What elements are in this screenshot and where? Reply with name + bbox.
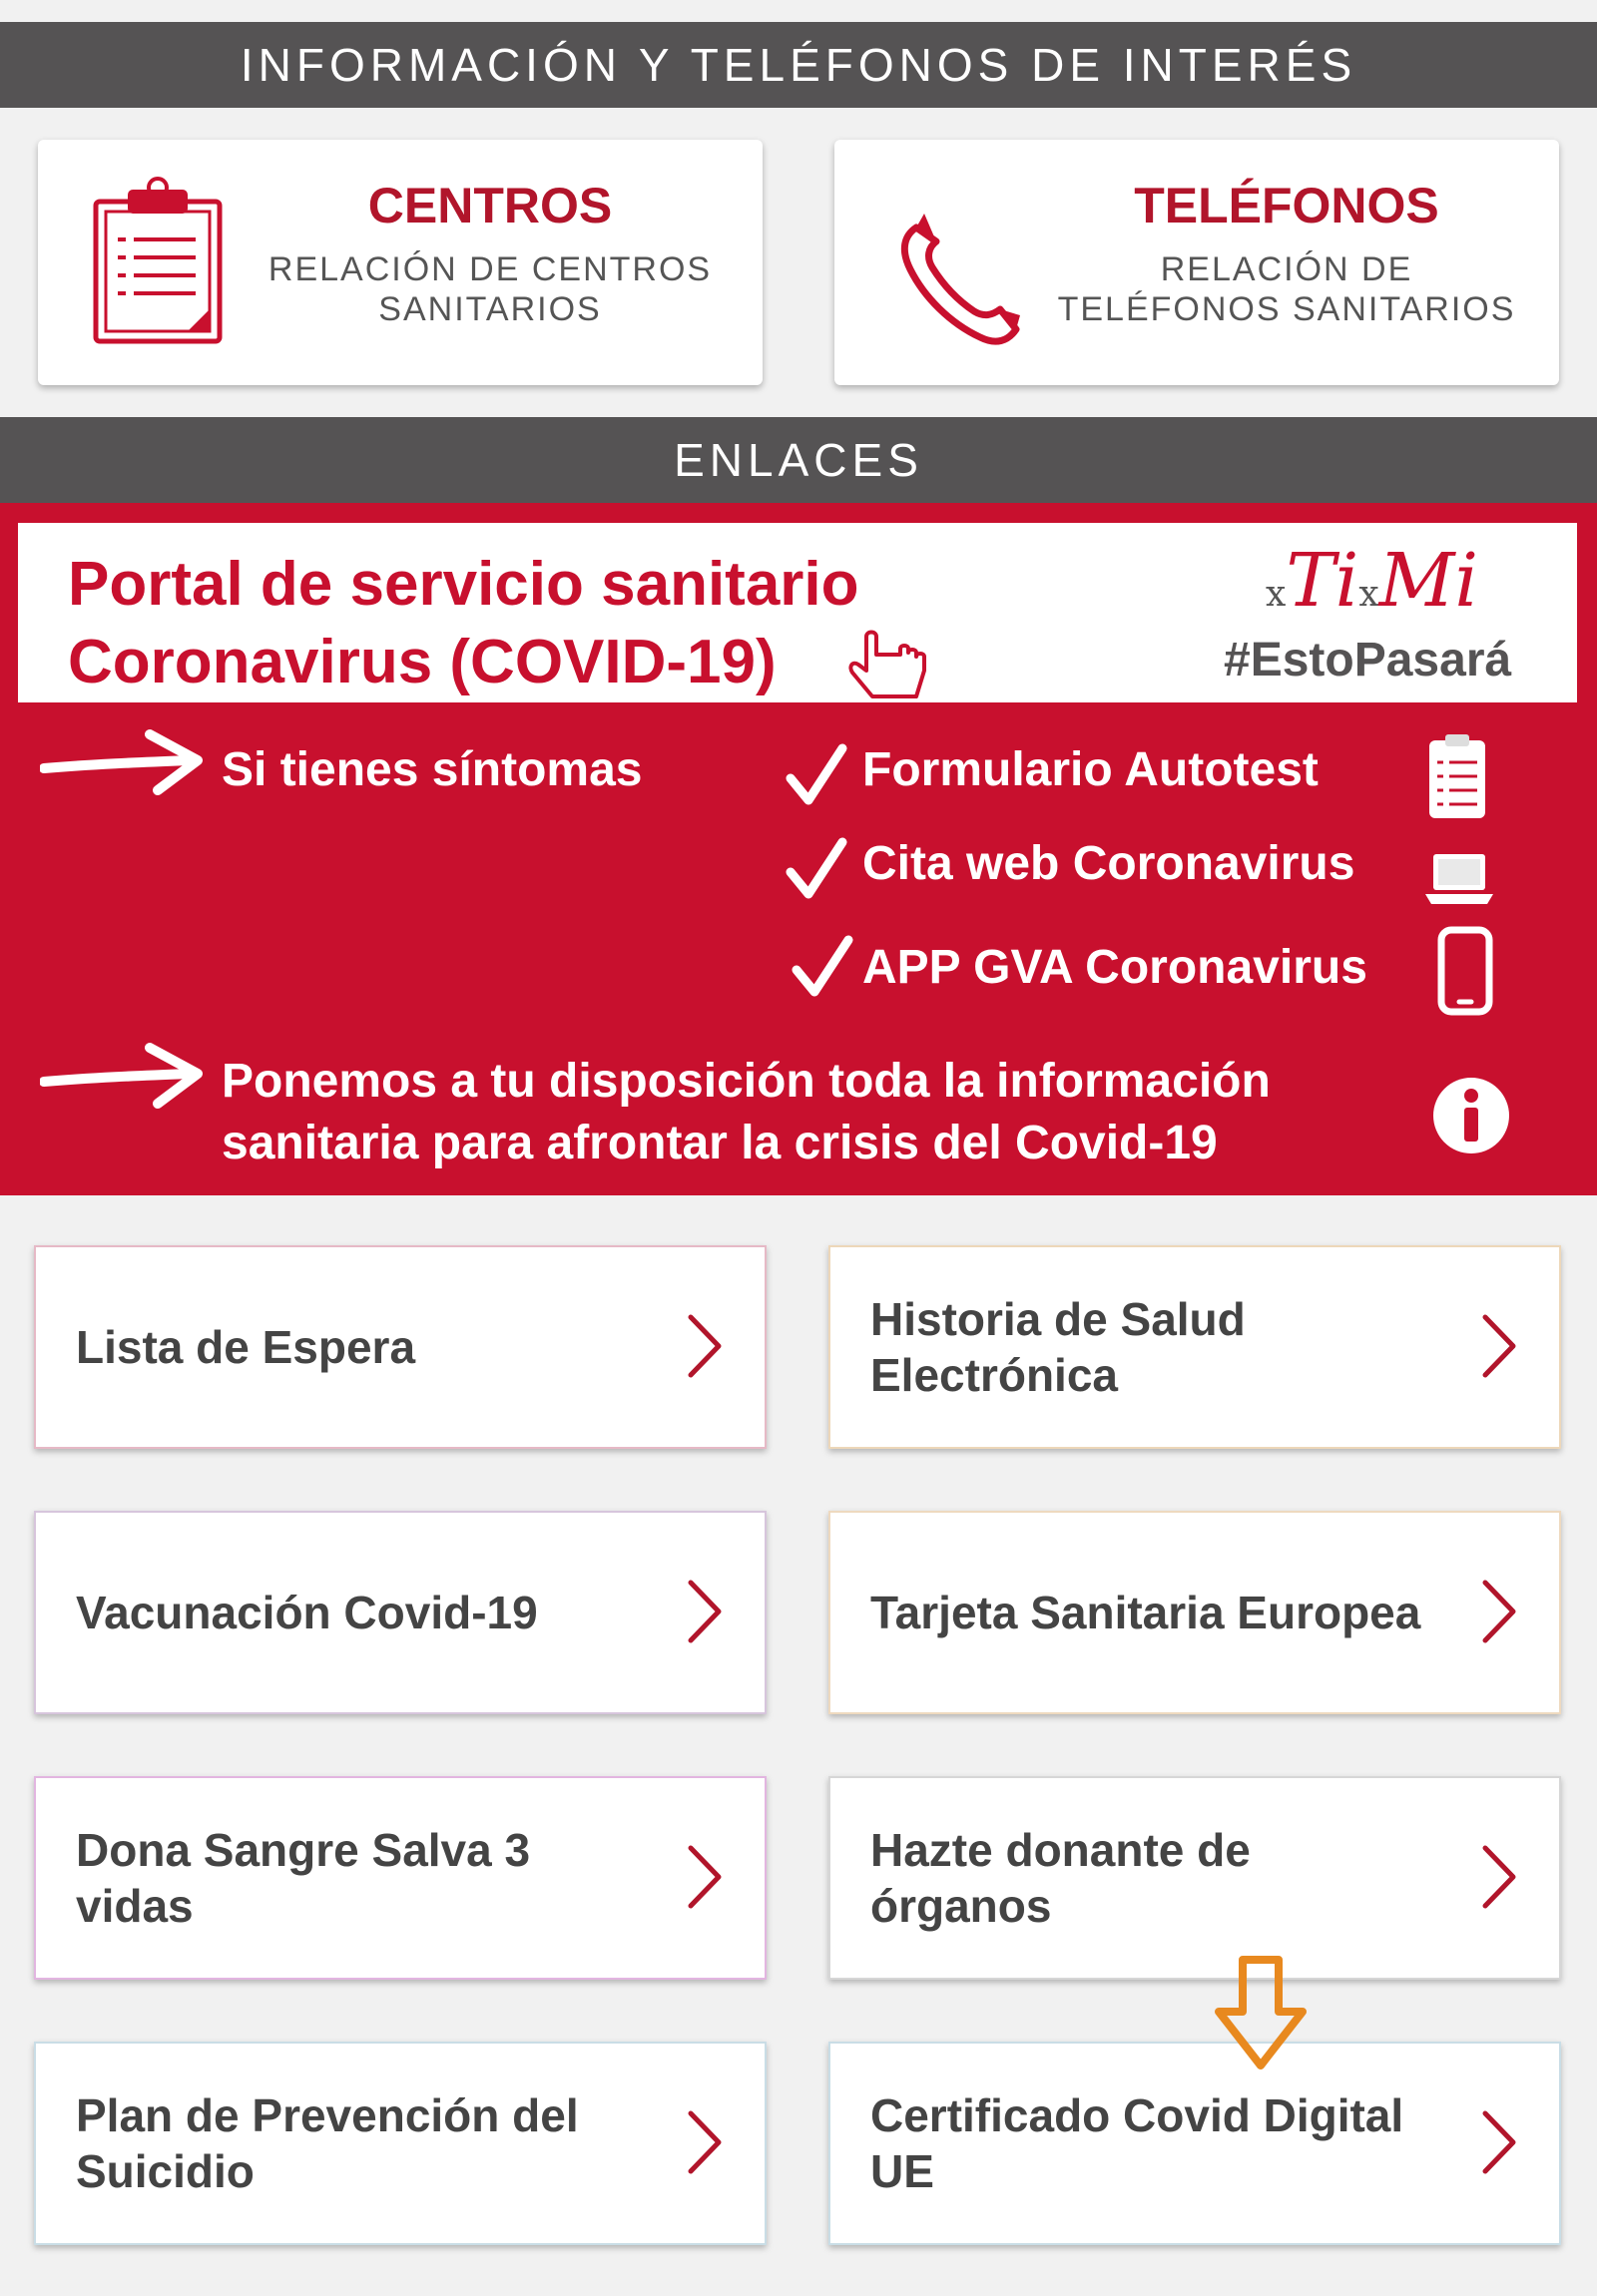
phone-icon [884, 176, 1024, 345]
banner-title-line1: Portal de servicio sanitario [68, 550, 859, 619]
chevron-right-icon [685, 2107, 725, 2177]
link-donante-organos[interactable] [828, 1776, 1561, 1980]
link-label: Dona Sangre Salva 3 vidas [76, 1824, 531, 1932]
link-label: Plan de Prevención del Suicidio [76, 2089, 579, 2197]
pointer-hand-icon [846, 627, 936, 706]
link-label: Hazte donante de órganos [870, 1824, 1251, 1932]
link-tarjeta-sanitaria[interactable] [828, 1511, 1561, 1714]
form-icon [1425, 732, 1489, 822]
link-vacunacion[interactable] [34, 1511, 767, 1714]
arrow-down-highlight-icon [1213, 1956, 1309, 2071]
link-label: Tarjeta Sanitaria Europea [870, 1587, 1421, 1638]
chevron-right-icon [685, 1577, 725, 1646]
centros-title: CENTROS [367, 178, 613, 233]
arrow-right-icon [40, 1042, 210, 1112]
covid-portal-banner[interactable] [0, 503, 1597, 1195]
link-plan-prevencion[interactable] [34, 2042, 767, 2245]
telefonos-title: TELÉFONOS [1134, 178, 1439, 233]
link-label: Lista de Espera [76, 1321, 416, 1373]
chevron-right-icon [685, 1311, 725, 1381]
check-icon [791, 934, 854, 1000]
tixmi-logo: xTixMi [1266, 538, 1479, 624]
autotest-link[interactable]: Formulario Autotest [862, 743, 1319, 796]
arrow-right-icon [40, 728, 210, 798]
link-label: Vacunación Covid-19 [76, 1587, 538, 1638]
section-header-info [0, 22, 1597, 108]
chevron-right-icon [1479, 2107, 1519, 2177]
banner-title-line2: Coronavirus (COVID-19) [68, 628, 777, 696]
centros-card[interactable] [38, 140, 763, 385]
section-title: INFORMACIÓN Y TELÉFONOS DE INTERÉS [240, 39, 1357, 91]
info-text-line1: Ponemos a tu disposición toda la información [222, 1055, 1271, 1108]
cita-web-link[interactable]: Cita web Coronavirus [862, 837, 1355, 890]
section-title: ENLACES [674, 434, 923, 486]
app-gva-link[interactable]: APP GVA Coronavirus [862, 941, 1367, 994]
chevron-right-icon [1479, 1577, 1519, 1646]
laptop-icon [1423, 850, 1495, 906]
link-lista-espera[interactable] [34, 1245, 767, 1449]
telefonos-subtitle: RELACIÓN DE TELÉFONOS SANITARIOS [1057, 250, 1516, 328]
smartphone-icon [1437, 926, 1493, 1016]
symptoms-text: Si tienes síntomas [222, 743, 643, 796]
telefonos-card[interactable] [834, 140, 1559, 385]
link-dona-sangre[interactable] [34, 1776, 767, 1980]
check-icon [785, 836, 848, 902]
info-text-line2: sanitaria para afrontar la crisis del Covid-19 [222, 1117, 1218, 1169]
info-icon [1431, 1076, 1511, 1155]
banner-header [18, 523, 1577, 702]
link-certificado-covid[interactable] [828, 2042, 1561, 2245]
link-label: Historia de Salud Electrónica [870, 1293, 1246, 1401]
chevron-right-icon [1479, 1842, 1519, 1912]
hashtag-text: #EstoPasará [1224, 634, 1512, 687]
centros-subtitle: RELACIÓN DE CENTROS SANITARIOS [267, 250, 713, 328]
chevron-right-icon [685, 1842, 725, 1912]
section-header-links [0, 417, 1597, 503]
link-label: Certificado Covid Digital UE [870, 2089, 1404, 2197]
check-icon [785, 742, 848, 808]
clipboard-icon [88, 176, 228, 345]
link-historia-salud[interactable] [828, 1245, 1561, 1449]
chevron-right-icon [1479, 1311, 1519, 1381]
